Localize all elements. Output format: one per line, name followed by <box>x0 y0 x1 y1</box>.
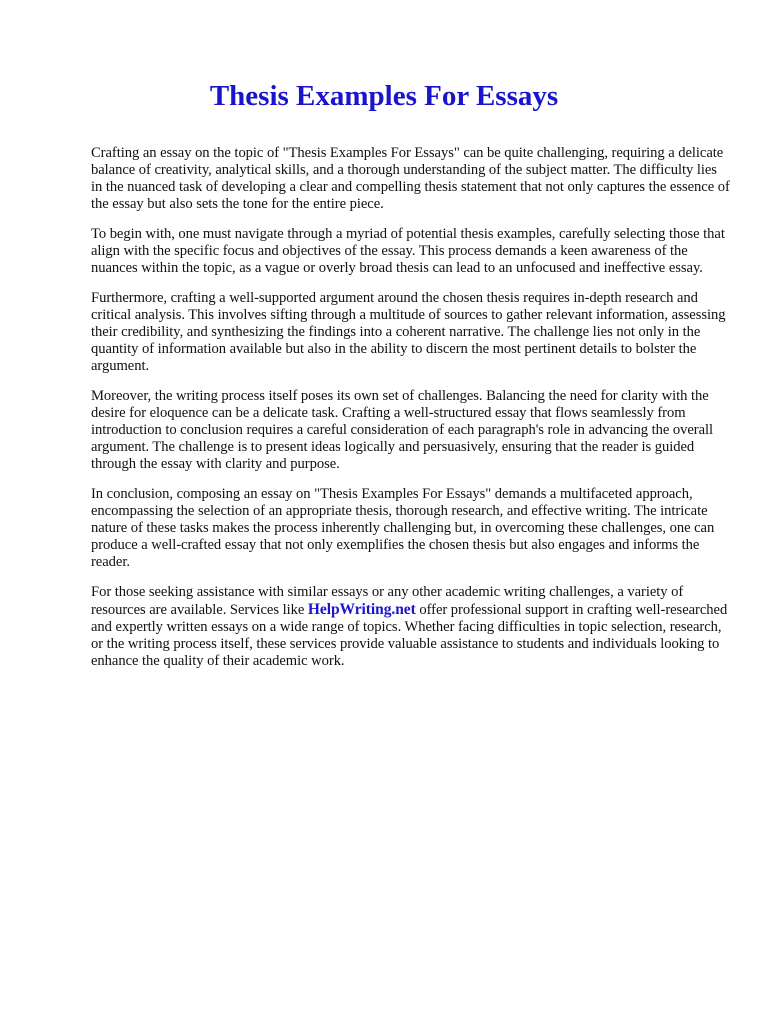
paragraph-research: Furthermore, crafting a well-supported argument around the chosen thesis requires in-depth research and critical analysis. This involves sifting through a multitude of sources to gather relevant information, assessing their credibility, and synthesizing the findings into a coherent narrative. The challenge lies not only in the quantity of information available but also in the ability to discern the most pertinent details to bolster the argument. <box>91 290 726 374</box>
paragraph-conclusion: In conclusion, composing an essay on "Thesis Examples For Essays" demands a multifaceted approach, encompassing the selection of an appropriate thesis, thorough research, and effective writing. The intricate nature of these tasks makes the process inherently challenging but, in overcoming these challenges, one can produce a well-crafted essay that not only exemplifies the chosen thesis but also engages and informs the reader. <box>91 486 715 570</box>
document-title: Thesis Examples For Essays <box>209 80 559 112</box>
helpwriting-link[interactable]: HelpWriting.net <box>307 601 416 618</box>
document-body <box>91 145 731 683</box>
paragraph-intro: Crafting an essay on the topic of "Thesis Examples For Essays" can be quite challenging, requiring a delicate balance of creativity, analytical skills, and a thorough understanding of the subject matter. The difficulty lies in the nuanced task of developing a clear and compelling thesis statement that not only captures the essence of the essay but also sets the tone for the entire piece. <box>91 145 730 212</box>
paragraph-assistance <box>91 584 731 670</box>
assistance-text-after-link: offer professional support in crafting well-researched and expertly written essays on a wide range of topics. Whether facing difficulties in topic selection, research, or the writing process itself, these services provide valuable assistance to students and individuals looking to enhance the quality of their academic work. <box>91 602 728 669</box>
assistance-text-before-link: For those seeking assistance with similar essays or any other academic writing challenges, a variety of resources are available. Services like <box>91 584 684 618</box>
paragraph-thesis-selection: To begin with, one must navigate through a myriad of potential thesis examples, carefully selecting those that align with the specific focus and objectives of the essay. This process demands a keen awareness of the nuances within the topic, as a vague or overly broad thesis can lead to an unfocused and ineffective essay. <box>91 226 725 276</box>
paragraph-writing-process: Moreover, the writing process itself poses its own set of challenges. Balancing the need for clarity with the desire for eloquence can be a delicate task. Crafting a well-structured essay that flows seamlessly from introduction to conclusion requires a careful consideration of each paragraph's role in advancing the overall argument. The challenge is to present ideas logically and persuasively, ensuring that the reader is guided through the essay with clarity and purpose. <box>91 388 714 472</box>
